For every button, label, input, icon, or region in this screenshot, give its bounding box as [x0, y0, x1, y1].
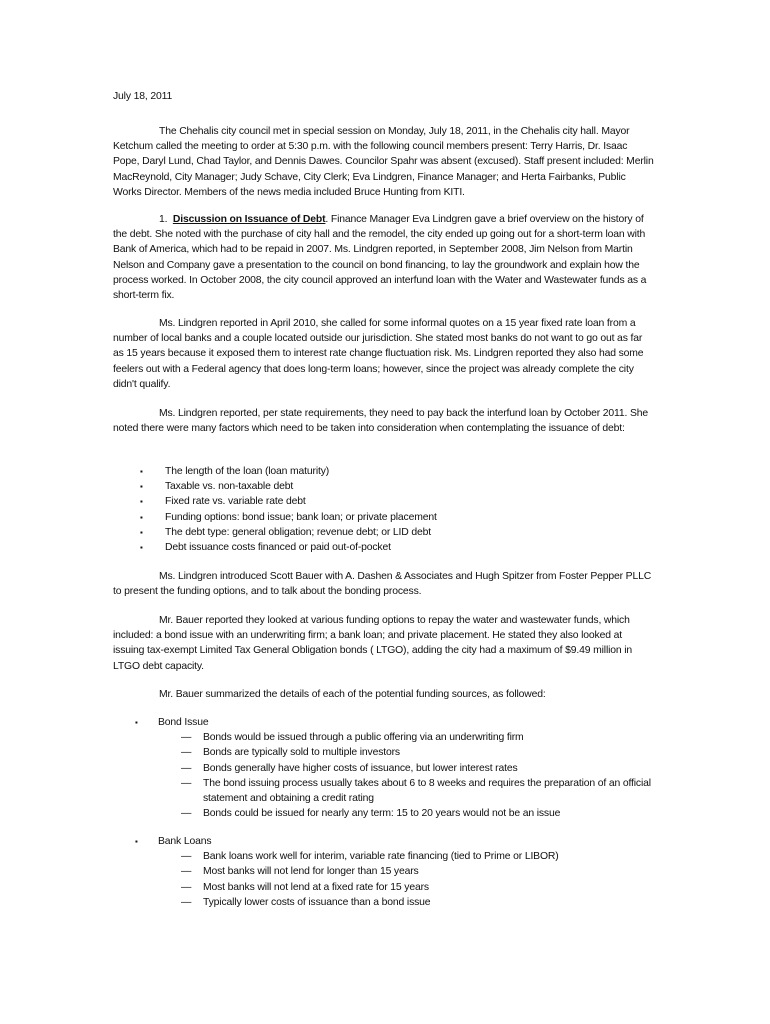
list-item: ▪ Debt issuance costs financed or paid out-of-pocket: [140, 540, 640, 555]
list-item: ▪ Taxable vs. non-taxable debt: [140, 479, 640, 494]
bond-issue-details: [135, 730, 655, 821]
bank-loans-section: [135, 834, 655, 910]
dash-bullet-icon: —: [181, 896, 192, 908]
bond-issue-section: [135, 715, 655, 821]
item-number: 1.: [159, 214, 168, 225]
summary-paragraph: Mr. Bauer summarized the details of each of the potential funding sources, as followed:: [159, 689, 546, 700]
square-bullet-icon: ▪: [140, 527, 143, 537]
list-item: — The bond issuing process usually takes about 6 to 8 weeks and requires the preparation of an official statement and obtaining a credit rating: [181, 777, 651, 805]
square-bullet-icon: ▪: [135, 837, 138, 846]
bond-issue-heading: ▪ Bond Issue: [135, 715, 655, 730]
list-item: ▪ The length of the loan (loan maturity): [140, 464, 640, 479]
dash-bullet-icon: —: [181, 762, 192, 774]
square-bullet-icon: ▪: [140, 482, 143, 492]
square-bullet-icon: ▪: [140, 543, 143, 553]
list-item: ▪ The debt type: general obligation; revenue debt; or LID debt: [140, 525, 640, 540]
discussion-item-text: . Finance Manager Eva Lindgren gave a brief overview on the history of the debt. She noted with the purchase of city hall and the remodel, the city ended up going out for a short-term loan with Bank of America, which had to be repaid in 2007. Ms. Lindgren reported, in September 2008, Jim Nelson from Martin Nelson and Company gave a presentation to the council on bond financing, to lay the groundwork and explain how the process worked. In October 2008, the city council approved an interfund loan with the Water and Wastewater funds as a short-term fix.: [113, 214, 647, 302]
list-item: — Bonds would be issued through a public offering via an underwriting firm: [181, 730, 655, 745]
list-item: — Most banks will not lend at a fixed rate for 15 years: [181, 880, 655, 895]
dash-bullet-icon: —: [181, 777, 192, 789]
meeting-date: July 18, 2011: [113, 91, 173, 102]
square-bullet-icon: ▪: [135, 718, 138, 727]
dash-bullet-icon: —: [181, 881, 192, 893]
list-item: ▪ Funding options: bond issue; bank loan; or private placement: [140, 510, 640, 525]
bank-loans-details: [135, 849, 655, 910]
funding-options-paragraph: Mr. Bauer reported they looked at various funding options to repay the water and wastewater funds, which included: a bond issue with an underwriting firm; a bank loan; and private placement. He stated they also looked at issuing tax-exempt Limited Tax General Obligation bonds ( LTGO), adding the city had a maximum of $9.49 million in LTGO debt capacity.: [113, 615, 633, 672]
square-bullet-icon: ▪: [140, 512, 143, 522]
dash-bullet-icon: —: [181, 808, 192, 820]
dash-bullet-icon: —: [181, 851, 192, 863]
state-requirements-paragraph: Ms. Lindgren reported, per state requirements, they need to pay back the interfund loan by October 2011. She noted there were many factors which need to be taken into consideration when contemplating the issuance of debt:: [113, 408, 649, 435]
list-item: — Most banks will not lend for longer than 15 years: [181, 864, 655, 879]
dash-bullet-icon: —: [181, 866, 192, 878]
bank-loans-heading: ▪ Bank Loans: [135, 834, 655, 849]
list-item: — Bonds generally have higher costs of issuance, but lower interest rates: [181, 761, 655, 776]
list-item: — Typically lower costs of issuance than a bond issue: [181, 895, 655, 910]
square-bullet-icon: ▪: [140, 467, 143, 476]
list-item: ▪ Fixed rate vs. variable rate debt: [140, 494, 640, 509]
discussion-item-paragraph: [113, 212, 655, 303]
discussion-item-title: Discussion on Issuance of Debt: [172, 214, 326, 225]
dash-bullet-icon: —: [181, 747, 192, 759]
list-item: — Bank loans work well for interim, variable rate financing (tied to Prime or LIBOR): [181, 849, 655, 864]
list-item: — Bonds could be issued for nearly any term: 15 to 20 years would not be an issue: [181, 806, 655, 821]
debt-factors-list: [140, 464, 640, 555]
informal-quotes-paragraph: Ms. Lindgren reported in April 2010, she called for some informal quotes on a 15 year fixed rate loan from a number of local banks and a couple located outside our jurisdiction. She stated most banks do not want to go out as far as 15 years because it exposed them to interest rate change fluctuation risk. Ms. Lindgren reported they also had some feelers out with a Federal agency that does long-term loans; however, since the project was already complete the city didn't qualify.: [113, 318, 644, 390]
dash-bullet-icon: —: [181, 732, 192, 744]
list-item: — Bonds are typically sold to multiple investors: [181, 745, 655, 760]
square-bullet-icon: ▪: [140, 497, 143, 507]
introduction-paragraph: Ms. Lindgren introduced Scott Bauer with A. Dashen & Associates and Hugh Spitzer from Foster Pepper PLLC to present the funding options, and to talk about the bonding process.: [113, 571, 652, 598]
opening-paragraph: The Chehalis city council met in special session on Monday, July 18, 2011, in the Chehalis city hall. Mayor Ketchum called the meeting to order at 5:30 p.m. with the following council members present: Terry Harris, Dr. Isaac Pope, Daryl Lund, Chad Taylor, and Dennis Dawes. Councilor Spahr was absent (excused). Staff present included: Merlin MacReynold, City Manager; Judy Schave, City Clerk; Eva Lindgren, Finance Manager; and Herta Fairbanks, Public Works Director. Members of the news media included Bruce Hunting from KITI.: [113, 126, 654, 198]
